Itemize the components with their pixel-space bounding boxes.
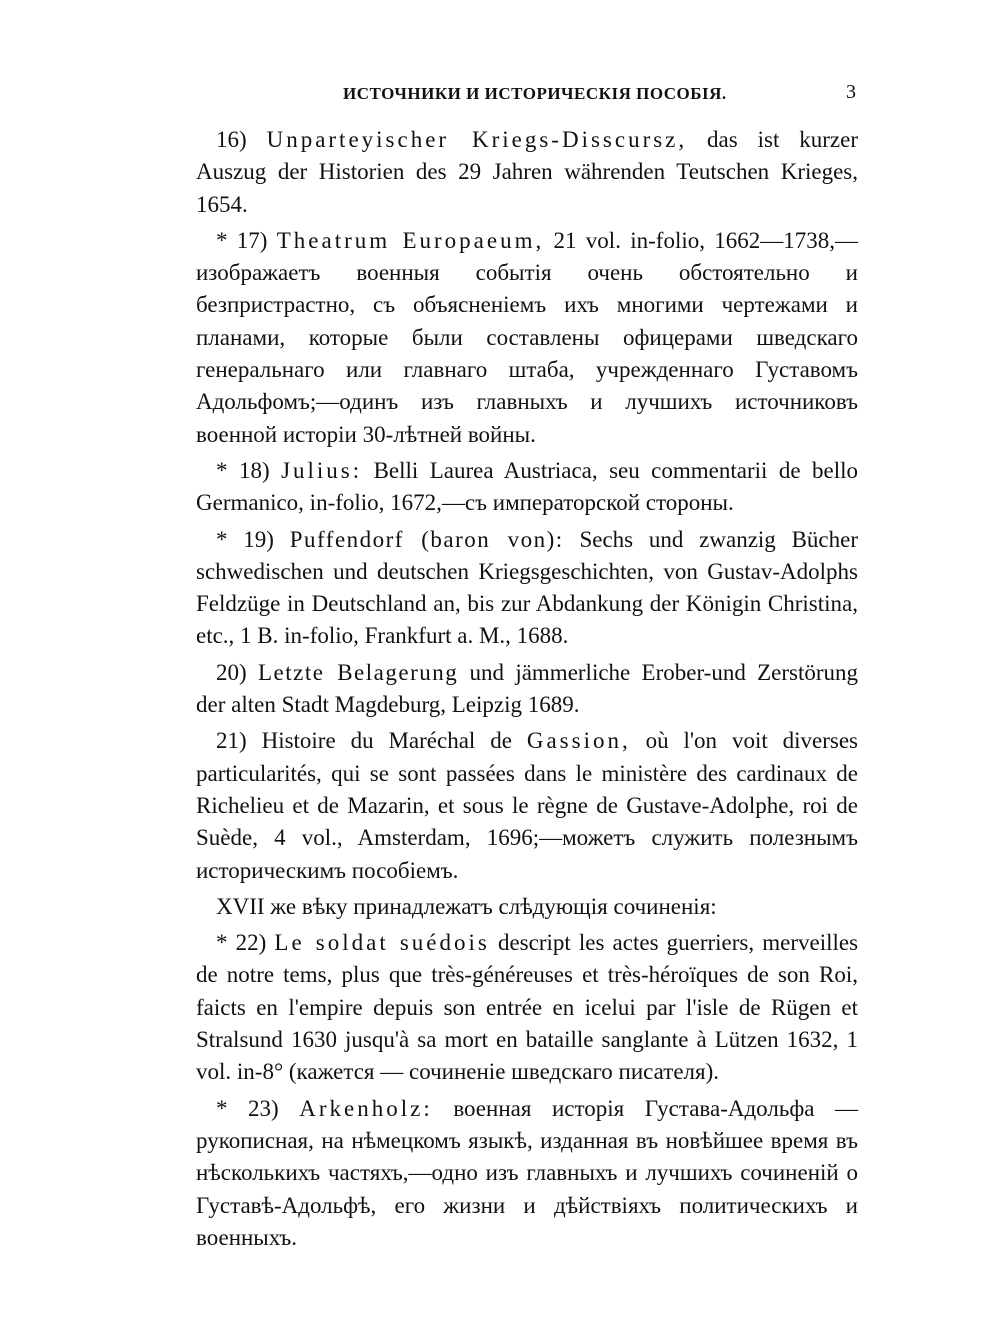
entry-text: Sechs und zwanzig Bücher schwedischen und deutschen Kriegsgeschichten, von Gustav-Adolphs Feldzüge in Deutschland an, bis zur Abdankung der Königin Christina, etc., 1 B. in-folio, Frankfurt a. M., 1688. [196, 526, 859, 649]
running-head: ИСТОЧНИКИ И ИСТОРИЧЕСКІЯ ПОСОБІЯ. [343, 84, 727, 103]
entry-marker: * 18) [216, 457, 270, 483]
entry-marker: 16) [216, 127, 247, 152]
entry-text: das ist kurzer Auszug der Historien des 29 Jahren währenden Teutschen Krieges, 1654. [196, 127, 858, 217]
entry-title: Le soldat suédois [274, 930, 490, 956]
entry-marker: * 17) [216, 227, 268, 253]
entry-marker: * 22) [216, 930, 267, 956]
bibliography-entry-21 [196, 725, 858, 886]
entry-text: und jämmerliche Erober-und Zerstörung der alten Stadt Magdeburg, Leipzig 1689. [196, 659, 859, 718]
entry-marker: 21) [216, 728, 247, 754]
bibliography-list [196, 124, 858, 1258]
entry-text: descript les actes guerriers, merveilles de notre tems, plus que très-généreuses et très-héroïques de son Roi, faicts en l'empire depuis son entrée en icelui par l'isle de Rügen et Stralsund 1630 jusqu'à sa mort en bataille sanglante à Lützen 1632, 1 vol. in-8° (кажется — сочиненіе шведскаго писателя). [196, 930, 859, 1085]
entry-text: Belli Laurea Austriaca, seu commentarii de bello Germanico, in-folio, 1672,—съ императорской стороны. [196, 457, 859, 516]
entry-title: Julius: [281, 457, 363, 483]
entry-pre-title: Histoire du Maréchal de [261, 728, 512, 754]
entry-text: 21 vol. in-folio, 1662—1738,—изображаетъ военныя событія очень обстоятельно и безпристрастно, съ объясненіемъ ихъ многими чертежами и планами, которые были составлены офицерами шведскаго генеральнаго или главнаго штаба, учрежденнаго Густавомъ Адольфомъ;—одинъ изъ главныхъ и лучшихъ источниковъ военной исторіи 30-лѣтней войны. [196, 227, 859, 447]
bibliography-entry-19 [196, 524, 858, 653]
page-number: 3 [846, 81, 856, 103]
entry-title: Unparteyischer Kriegs-Disscursz, [266, 127, 688, 152]
entry-text: военная исторія Густава-Адольфа — рукописная, на нѣмецкомъ языкѣ, изданная въ новѣйшее время въ нѣсколькихъ частяхъ,—одно изъ главныхъ и лучшихъ сочиненій о Густавѣ-Адольфѣ, его жизни и дѣйствіяхъ политическихъ и военныхъ. [196, 1095, 858, 1250]
bibliography-entry-17 [196, 225, 858, 451]
entry-text: où l'on voit diverses particularités, qui se sont passées dans le ministère des cardinaux de Richelieu et de Mazarin, et sous le règne de Gustave-Adolphe, roi de Suède, 4 vol., Amsterdam, 1696;—можетъ служить полезнымъ историческимъ пособіемъ. [196, 728, 859, 883]
entry-title: Puffendorf (baron von): [289, 526, 564, 552]
bibliography-entry-20 [196, 657, 858, 722]
entry-marker: * 23) [216, 1095, 279, 1121]
entry-title: Letzte Belagerung [257, 659, 459, 685]
bibliography-entry-22 [196, 927, 858, 1088]
entry-title: Arkenholz: [299, 1095, 433, 1121]
bibliography-entry-23 [196, 1093, 858, 1254]
section-heading [196, 891, 858, 923]
entry-marker: 20) [216, 659, 247, 685]
entry-title: Gassion, [526, 728, 631, 754]
entry-marker: * 19) [216, 526, 274, 552]
section-heading-text: XVII же вѣку принадлежатъ слѣдующія сочиненія: [216, 893, 717, 919]
bibliography-entry-16 [196, 124, 858, 221]
entry-title: Theatrum Europaeum, [276, 227, 545, 253]
bibliography-entry-18 [196, 455, 858, 520]
